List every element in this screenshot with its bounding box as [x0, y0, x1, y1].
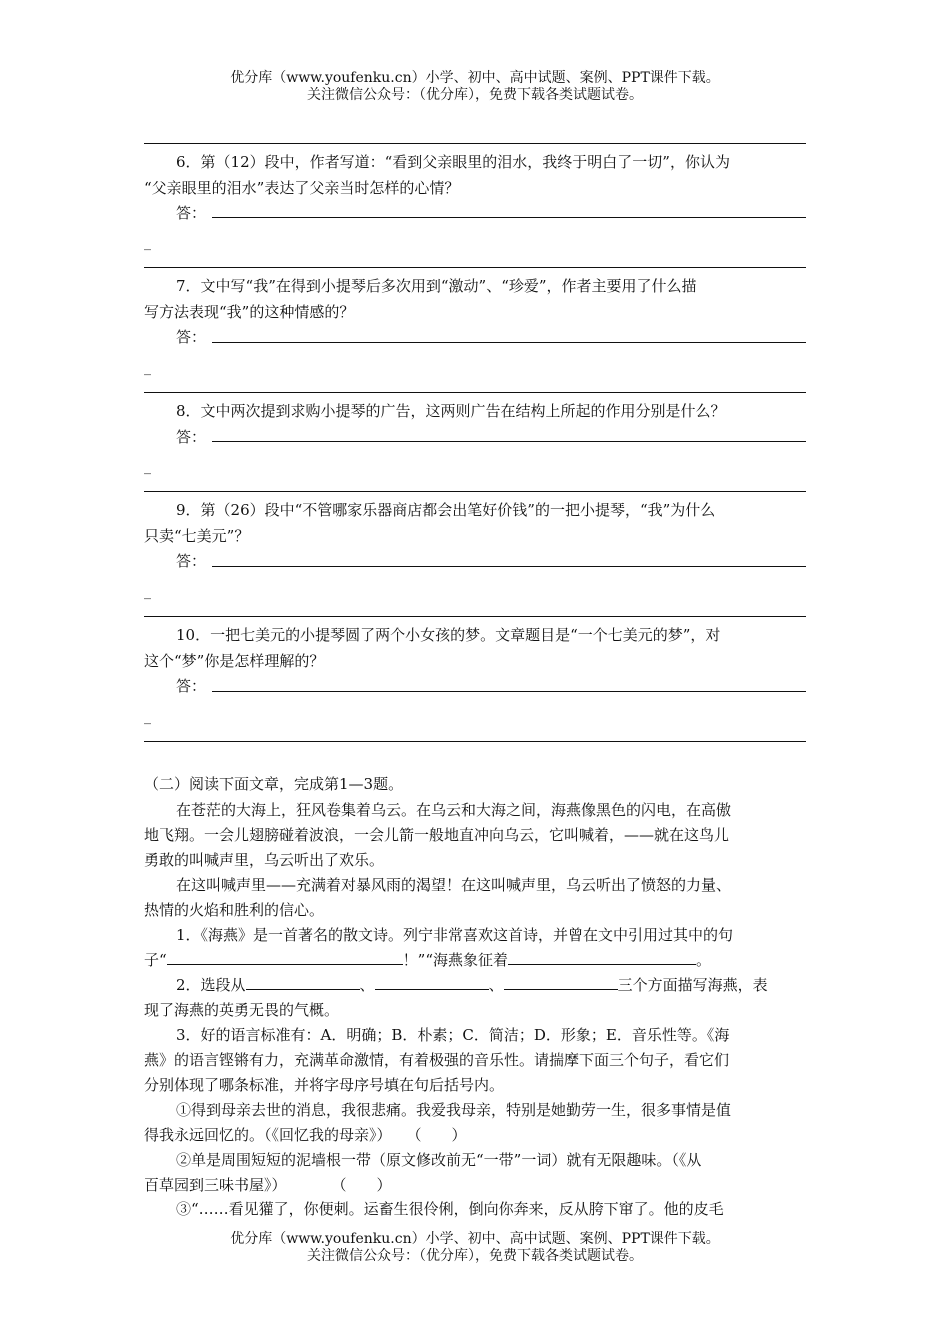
sentence-1-line-2: 得我永远回忆的。（《回忆我的母亲》） （ ） [144, 1126, 467, 1144]
question-7-answer-label: 答： [176, 328, 207, 346]
passage-p2-line-2: 热情的火焰和胜利的信心。 [144, 901, 325, 919]
question-9-answer-label: 答： [176, 552, 207, 570]
question-7-dash: _ [144, 360, 151, 376]
s2-q2-sep-2: 、 [488, 976, 504, 994]
s2-question-3-line-3: 分别体现了哪条标准，并将字母序号填在句后括号内。 [144, 1076, 505, 1094]
question-8-line-1: 8．文中两次提到求购小提琴的广告，这两则广告在结构上所起的作用分别是什么？ [176, 402, 726, 420]
question-10-line-1: 10．一把七美元的小提琴圆了两个小女孩的梦。文章题目是“一个七美元的梦”，对 [176, 626, 721, 644]
s2-q2-sep-1: 、 [359, 976, 375, 994]
question-10-answer-line[interactable] [212, 691, 806, 692]
answer-line [144, 143, 806, 144]
s2-q2-suffix: 三个方面描写海燕，表 [617, 976, 768, 994]
question-9-line-2: 只卖“七美元”？ [144, 527, 250, 545]
passage-p1-line-2: 地飞翔。一会儿翅膀碰着波浪，一会儿箭一般地直冲向乌云，它叫喊着，——就在这鸟儿 [144, 826, 730, 844]
s2-q2-blank-2[interactable] [375, 972, 489, 990]
question-10-answer-line-2[interactable] [144, 741, 806, 742]
s2-question-3-line-2: 燕》的语言铿锵有力，充满革命激情，有着极强的音乐性。请揣摩下面三个句子，看它们 [144, 1051, 730, 1069]
section-2-title: （二）阅读下面文章，完成第1—3题。 [144, 775, 404, 793]
s2-q1-blank-2[interactable] [508, 947, 696, 965]
sentence-2-line-1: ②单是周围短短的泥墙根一带（原文修改前无“一带”一词）就有无限趣味。（《从 [176, 1151, 702, 1169]
question-7-line-1: 7．文中写“我”在得到小提琴后多次用到“激动”、“珍爱”，作者主要用了什么描 [176, 277, 697, 295]
question-8-answer-line-2[interactable] [144, 491, 806, 492]
footer-line-1: 优分库（www.youfenku.cn）小学、初中、高中试题、案例、PPT课件下载。 [230, 1231, 720, 1247]
header-line-1: 优分库（www.youfenku.cn）小学、初中、高中试题、案例、PPT课件下载。 [230, 70, 720, 86]
passage-p1-line-3: 勇敢的叫喊声里，乌云听出了欢乐。 [144, 851, 385, 869]
question-7-line-2: 写方法表现“我”的这种情感的？ [144, 303, 355, 321]
question-6-line-2: “父亲眼里的泪水”表达了父亲当时怎样的心情？ [144, 179, 460, 197]
question-7-answer-line-2[interactable] [144, 392, 806, 393]
s2-q2-blank-1[interactable] [246, 972, 360, 990]
question-6-line-1: 6．第（12）段中，作者写道：“看到父亲眼里的泪水，我终于明白了一切”，你认为 [176, 153, 730, 171]
s2-q1-prefix: 子“ [144, 951, 167, 969]
question-6-answer-label: 答： [176, 204, 207, 222]
question-9-line-1: 9．第（26）段中“不管哪家乐器商店都会出笔好价钱”的一把小提琴，“我”为什么 [176, 501, 716, 519]
question-7-answer-line[interactable] [212, 342, 806, 343]
s2-q1-middle: ！”“海燕象征着 [402, 951, 509, 969]
sentence-1-line-1: ①得到母亲去世的消息，我很悲痛。我爱我母亲，特别是她勤劳一生，很多事情是值 [176, 1101, 732, 1119]
header-line-2: 关注微信公众号：（优分库），免费下载各类试题试卷。 [307, 87, 643, 103]
question-6-dash: _ [144, 235, 151, 251]
question-8-dash: _ [144, 459, 151, 475]
passage-p2-line-1: 在这叫喊声里——充满着对暴风雨的渴望！在这叫喊声里，乌云听出了愤怒的力量、 [176, 876, 732, 894]
question-6-answer-line[interactable] [212, 217, 806, 218]
question-10-answer-label: 答： [176, 677, 207, 695]
s2-question-2-line-2: 现了海燕的英勇无畏的气概。 [144, 1001, 340, 1019]
question-8-answer-line[interactable] [212, 441, 806, 442]
s2-q1-suffix: 。 [696, 951, 712, 969]
s2-question-1-line-1: 1．《海燕》是一首著名的散文诗。列宁非常喜欢这首诗，并曾在文中引用过其中的句 [176, 926, 734, 944]
footer-line-2: 关注微信公众号：（优分库），免费下载各类试题试卷。 [307, 1248, 643, 1264]
s2-q1-blank-1[interactable] [167, 947, 403, 965]
question-9-answer-line-2[interactable] [144, 616, 806, 617]
passage-p1-line-1: 在苍茫的大海上，狂风卷集着乌云。在乌云和大海之间，海燕像黑色的闪电，在高傲 [176, 801, 732, 819]
s2-question-2-line-1 [144, 972, 840, 998]
s2-q2-prefix: 2．选段从 [176, 976, 246, 994]
sentence-3-line-1: ③“……看见獾了，你便刺。运畜生很伶俐，倒向你奔来，反从胯下窜了。他的皮毛 [176, 1200, 724, 1218]
question-6-answer-line-2[interactable] [144, 267, 806, 268]
s2-q2-blank-3[interactable] [504, 972, 618, 990]
question-9-dash: _ [144, 584, 151, 600]
question-10-dash: _ [144, 709, 151, 725]
question-8-answer-label: 答： [176, 428, 207, 446]
question-10-line-2: 这个“梦”你是怎样理解的？ [144, 652, 325, 670]
sentence-2-line-2: 百草园到三味书屋》） （ ） [144, 1176, 392, 1194]
s2-question-3-line-1: 3．好的语言标准有：A．明确；B．朴素；C．简洁；D．形象；E．音乐性等。《海 [176, 1026, 730, 1044]
s2-question-1-line-2 [144, 947, 808, 973]
question-9-answer-line[interactable] [212, 566, 806, 567]
